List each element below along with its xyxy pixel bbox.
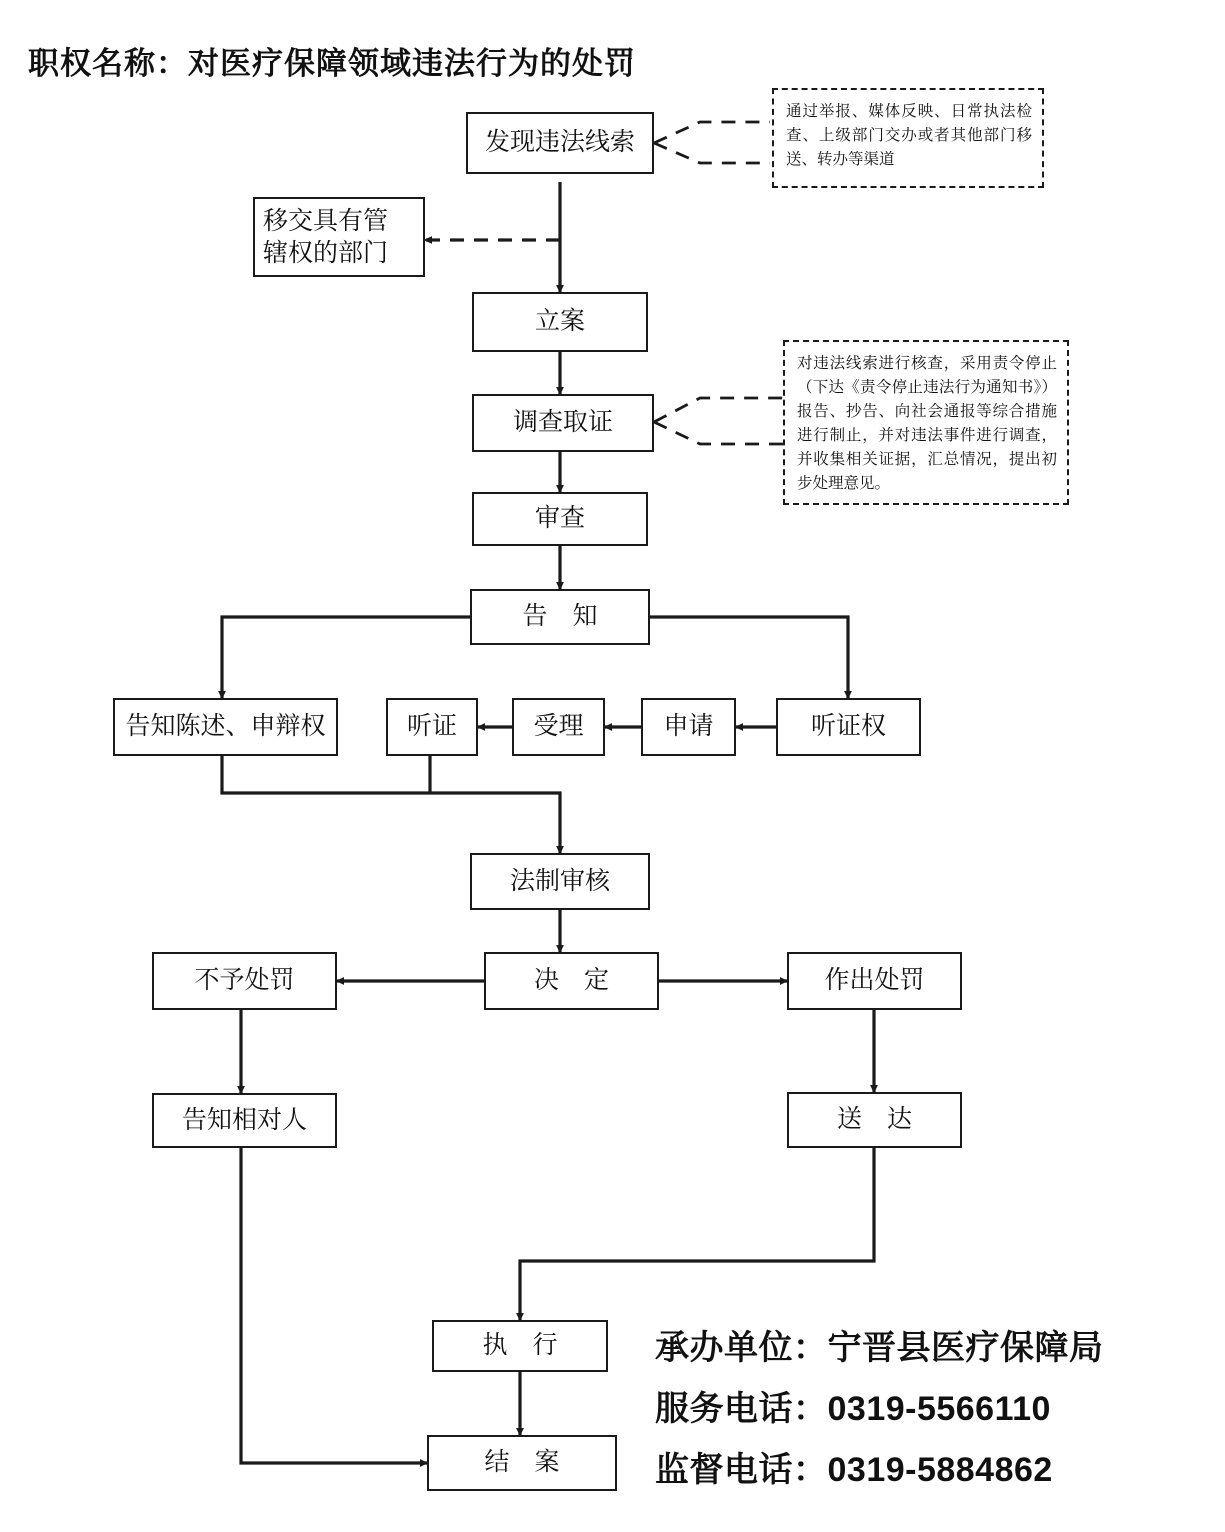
page-title: 职权名称：对医疗保障领域违法行为的处罚 (28, 46, 636, 81)
node-execute (432, 1320, 608, 1372)
node-label: 发现违法线索 (484, 128, 635, 157)
node-label: 调查取证 (512, 408, 613, 437)
node-legal-audit (470, 853, 650, 910)
node-decide (484, 952, 659, 1010)
node-investigate (472, 394, 654, 452)
node-label: 决 定 (533, 966, 609, 995)
node-label: 告 知 (522, 602, 598, 631)
node-label: 执 行 (482, 1331, 558, 1360)
node-label: 结 案 (484, 1448, 560, 1477)
node-clue (466, 112, 654, 174)
node-label: 作出处罚 (824, 966, 925, 995)
node-label: 告知相对人 (181, 1105, 307, 1134)
contact-unit: 承办单位：宁晋县医疗保障局 (655, 1329, 1104, 1367)
node-inform-party (152, 1093, 337, 1148)
node-statement-right (113, 698, 338, 756)
node-review (472, 492, 648, 546)
node-make-penalty (787, 952, 962, 1010)
contact-service-phone: 服务电话：0319-5566110 (655, 1390, 1051, 1428)
node-hearing (386, 698, 478, 756)
node-label: 立案 (534, 307, 585, 336)
node-label: 告知陈述、申辩权 (125, 712, 326, 741)
note-text: 通过举报、媒体反映、日常执法检查、上级部门交办或者其他部门移送、转办等渠道 (786, 103, 1032, 169)
node-label: 审查 (534, 504, 585, 533)
node-hearing-right (776, 698, 921, 756)
node-label: 送 达 (836, 1105, 912, 1134)
note-investigate (783, 340, 1069, 505)
node-transfer (253, 197, 425, 277)
node-label: 听证权 (810, 712, 886, 741)
node-label: 法制审核 (509, 866, 610, 895)
node-label: 不予处罚 (194, 966, 295, 995)
node-apply (641, 698, 736, 756)
node-close (427, 1435, 617, 1491)
node-label: 受理 (533, 712, 584, 741)
node-accept (512, 698, 605, 756)
node-label: 听证 (406, 712, 457, 741)
contact-supervise-phone: 监督电话：0319-5884862 (655, 1451, 1053, 1489)
note-clue (772, 88, 1044, 188)
node-file (472, 292, 648, 352)
node-inform (470, 589, 650, 645)
node-no-penalty (152, 952, 337, 1010)
node-label: 移交具有管 辖权的部门 (263, 206, 389, 267)
node-deliver (787, 1092, 962, 1148)
node-label: 申请 (663, 712, 714, 741)
note-text: 对违法线索进行核查，采用责令停止（下达《责令停止违法行为通知书》）报告、抄告、向社会通报等综合措施进行制止，并对违法事件进行调查，并收集相关证据，汇总情况，提出初步处理意见。 (797, 355, 1057, 493)
